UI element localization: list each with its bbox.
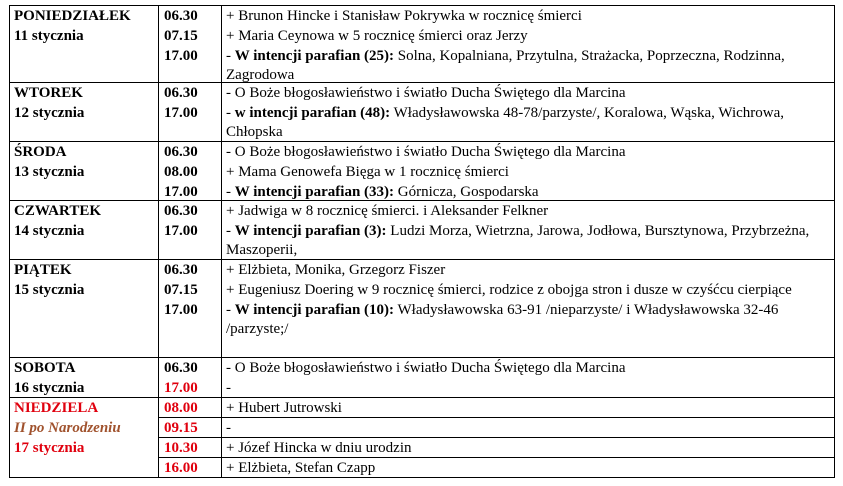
day-row — [9, 398, 835, 478]
mass-intention: - — [226, 420, 231, 436]
mass-intention: - W intencji parafian (10): Władysławowska 63-91 /nieparzyste/ i Władysławowska 32-46 /parzyste;/ — [226, 302, 779, 337]
mass-time: 17.00 — [164, 380, 198, 396]
mass-intention: + Eugeniusz Doering w 9 rocznicę śmierci, rodzice z obojga stron i dusze w czyśćcu cierpiące — [226, 282, 792, 298]
day-date: 13 stycznia — [14, 164, 85, 180]
day-name: PONIEDZIAŁEK — [14, 8, 131, 24]
mass-time: 07.15 — [164, 282, 198, 298]
day-name: WTOREK — [14, 85, 83, 101]
mass-time: 06.30 — [164, 203, 198, 219]
mass-time: 17.00 — [164, 105, 198, 121]
mass-intention: + Jadwiga w 8 rocznicę śmierci. i Aleksander Felkner — [226, 203, 549, 219]
mass-time: 07.15 — [164, 28, 198, 44]
mass-time: 09.15 — [164, 420, 198, 436]
day-row — [9, 142, 835, 201]
day-date: 14 stycznia — [14, 223, 85, 239]
mass-time: 08.00 — [164, 400, 198, 416]
mass-intention: - W intencji parafian (33): Górnicza, Gospodarska — [226, 184, 539, 200]
day-date: 17 stycznia — [14, 440, 85, 456]
mass-time: 06.30 — [164, 8, 198, 24]
day-row — [9, 358, 835, 398]
mass-intention: + Hubert Jutrowski — [226, 400, 342, 416]
day-row — [9, 5, 835, 83]
day-name: ŚRODA — [14, 144, 67, 160]
mass-intention: - O Boże błogosławieństwo i światło Ducha Świętego dla Marcina — [226, 85, 626, 101]
intention-bold: w intencji parafian (48): — [234, 105, 391, 121]
mass-time: 06.30 — [164, 360, 198, 376]
intention-bold: W intencji parafian (3): — [234, 223, 387, 239]
mass-time: 06.30 — [164, 262, 198, 278]
day-date: 12 stycznia — [14, 105, 85, 121]
mass-time: 17.00 — [164, 184, 198, 200]
mass-time: 17.00 — [164, 48, 198, 64]
day-row — [9, 260, 835, 358]
mass-intention: - W intencji parafian (25): Solna, Kopalniana, Przytulna, Strażacka, Poprzeczna, Rodzinna, Zagrodowa — [226, 48, 785, 83]
mass-intention: + Maria Ceynowa w 5 rocznicę śmierci oraz Jerzy — [226, 28, 528, 44]
intention-bold: W intencji parafian (33): — [234, 184, 395, 200]
day-name: SOBOTA — [14, 360, 76, 376]
mass-schedule-table — [9, 5, 835, 478]
day-date: 16 stycznia — [14, 380, 85, 396]
mass-intention: - — [226, 380, 231, 396]
mass-time: 08.00 — [164, 164, 198, 180]
day-subtitle: II po Narodzeniu — [14, 420, 121, 436]
mass-intention: + Brunon Hincke i Stanisław Pokrywka w rocznicę śmierci — [226, 8, 582, 24]
mass-time: 06.30 — [164, 144, 198, 160]
intention-bold: W intencji parafian (25): — [234, 48, 395, 64]
mass-intention: - O Boże błogosławieństwo i światło Ducha Świętego dla Marcina — [226, 144, 626, 160]
row-divider — [158, 437, 834, 438]
day-name: NIEDZIELA — [14, 400, 99, 416]
intention-bold: W intencji parafian (10): — [234, 302, 395, 318]
mass-time: 10.30 — [164, 440, 198, 456]
mass-intention: - W intencji parafian (3): Ludzi Morza, Wietrzna, Jarowa, Jodłowa, Bursztynowa, Przybrzeżna, Maszoperii, — [226, 223, 810, 258]
day-date: 11 stycznia — [14, 28, 84, 44]
day-name: PIĄTEK — [14, 262, 72, 278]
day-row — [9, 83, 835, 142]
row-divider — [158, 457, 834, 458]
mass-intention: - w intencji parafian (48): Władysławowska 48-78/parzyste/, Koralowa, Wąska, Wichrowa, Chłopska — [226, 105, 785, 140]
mass-intention: + Elżbieta, Stefan Czapp — [226, 460, 376, 476]
day-row — [9, 201, 835, 260]
mass-intention: + Elżbieta, Monika, Grzegorz Fiszer — [226, 262, 446, 278]
mass-intention: + Józef Hincka w dniu urodzin — [226, 440, 412, 456]
mass-time: 17.00 — [164, 302, 198, 318]
mass-time: 16.00 — [164, 460, 198, 476]
mass-intention: + Mama Genowefa Bięga w 1 rocznicę śmierci — [226, 164, 509, 180]
day-date: 15 stycznia — [14, 282, 85, 298]
day-name: CZWARTEK — [14, 203, 101, 219]
mass-time: 17.00 — [164, 223, 198, 239]
mass-intention: - O Boże błogosławieństwo i światło Ducha Świętego dla Marcina — [226, 360, 626, 376]
row-divider — [158, 417, 834, 418]
mass-time: 06.30 — [164, 85, 198, 101]
